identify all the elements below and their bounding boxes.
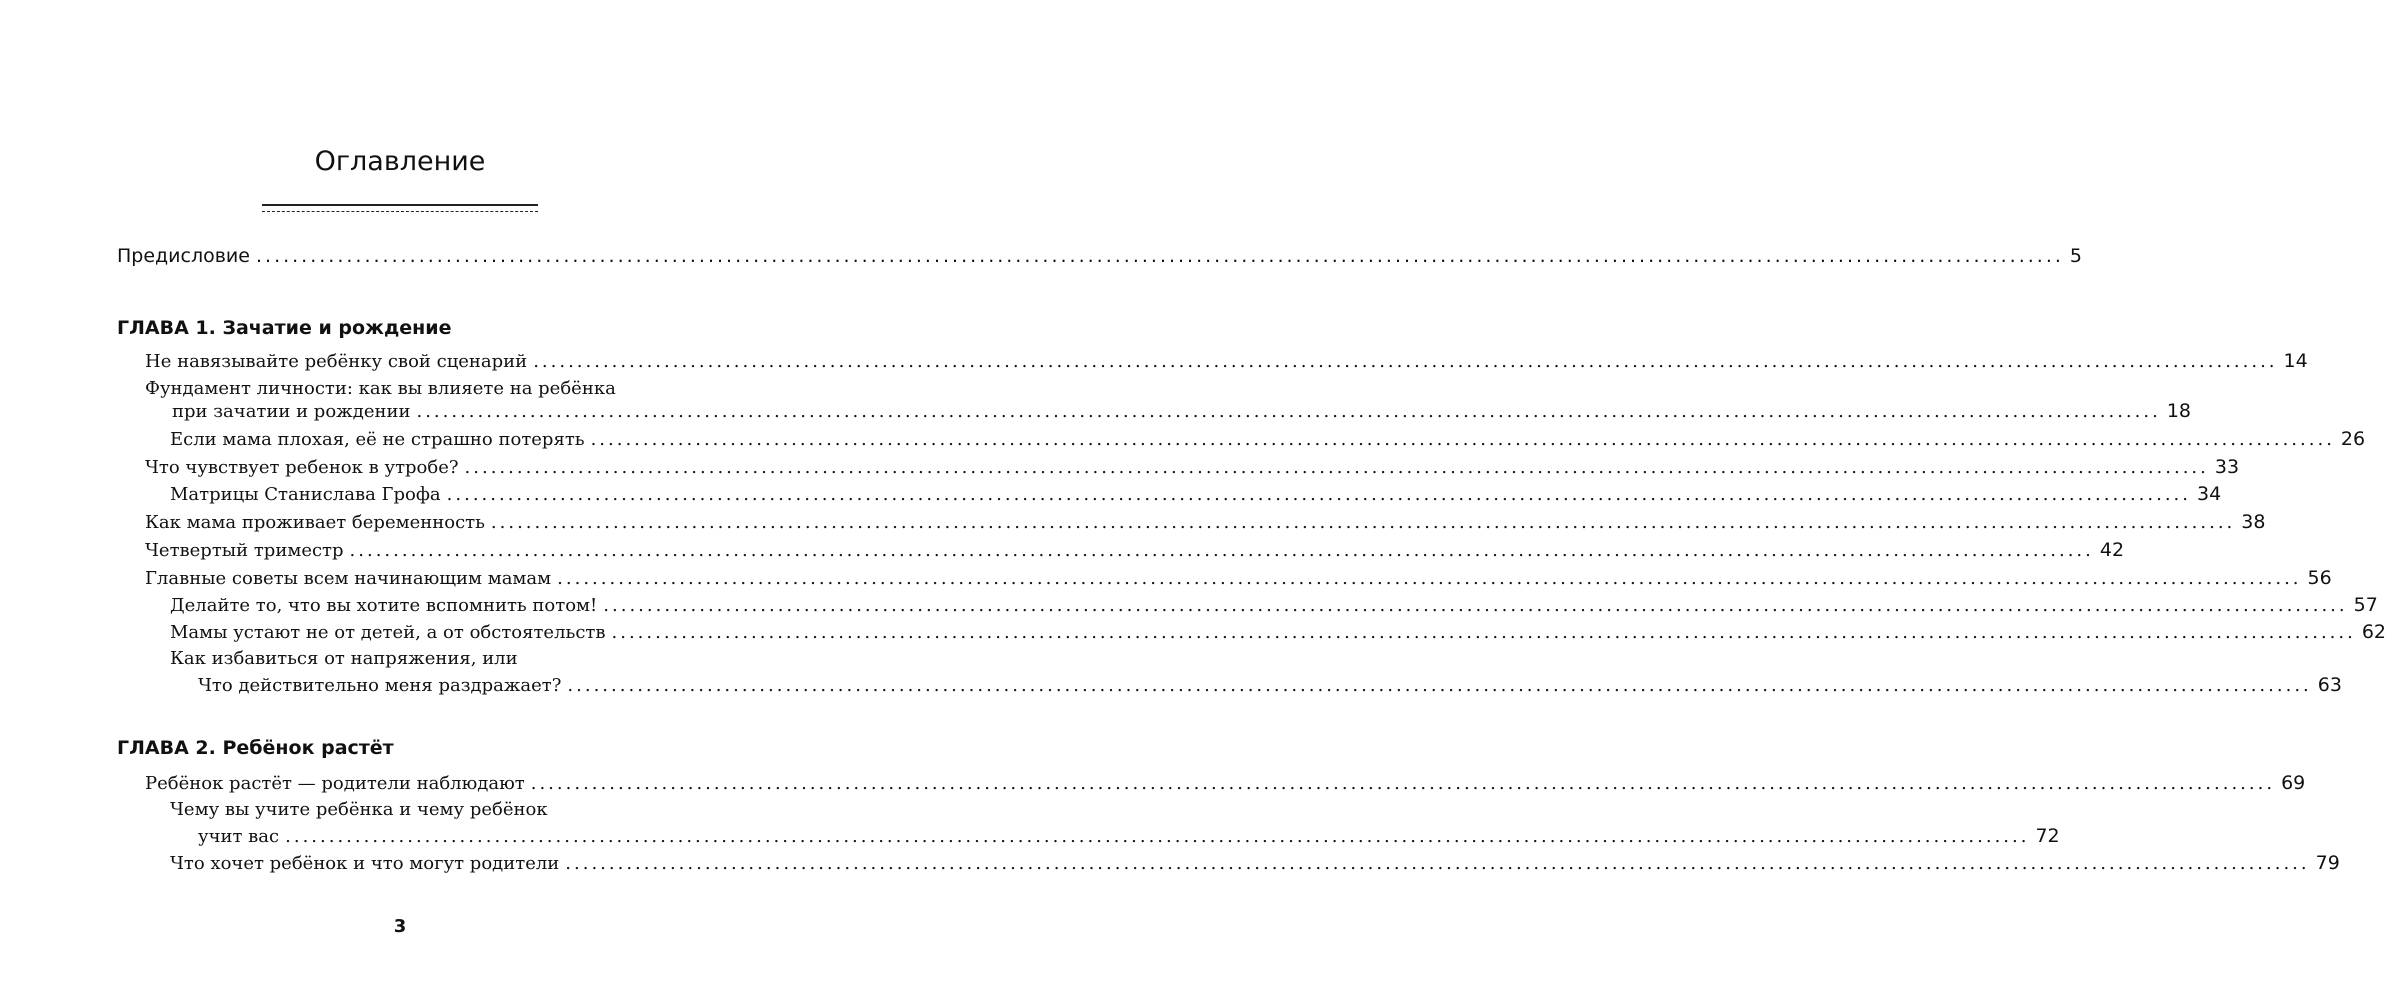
title-dashed-rule xyxy=(262,211,538,212)
toc-entry-title: Как мама проживает беременность xyxy=(145,512,485,533)
toc-page-number: 56 xyxy=(2307,567,2332,589)
toc-entry[interactable] xyxy=(145,350,2308,376)
toc-entry-title: Что хочет ребёнок и что могут родители xyxy=(170,853,560,874)
toc-entry[interactable] xyxy=(145,511,2266,537)
toc-entry[interactable] xyxy=(172,400,2191,426)
leader-dots: ........................................................................................................................................................................................................ xyxy=(490,512,2236,533)
toc-entry[interactable] xyxy=(145,456,2240,482)
toc-entry-title: при зачатии и рождении xyxy=(172,401,411,422)
leader-dots: ........................................................................................................................................................................................................ xyxy=(446,484,2191,505)
toc-entry-title: Если мама плохая, её не страшно потерять xyxy=(170,429,585,450)
toc-entry-title: Ребёнок растёт — родители наблюдают xyxy=(145,773,525,794)
toc-page-number: 42 xyxy=(2099,539,2125,561)
leader-dots: ........................................................................................................................................................................................................ xyxy=(611,622,2356,643)
toc-entry-title: Что действительно меня раздражает? xyxy=(198,675,562,696)
toc-entry[interactable] xyxy=(170,483,2222,509)
leader-dots: ........................................................................................................................................................................................................ xyxy=(416,401,2161,422)
toc-entry-title: Делайте то, что вы хотите вспомнить потом! xyxy=(170,595,598,616)
leader-dots: ........................................................................................................................................................................................................ xyxy=(533,351,2278,372)
toc-page-number: 33 xyxy=(2214,456,2240,478)
toc-entry-title: Четвертый триместр xyxy=(145,540,344,561)
toc-entry[interactable] xyxy=(170,594,2378,620)
toc-page-number: 62 xyxy=(2361,621,2386,643)
title-rule xyxy=(262,204,538,206)
toc-entry[interactable] xyxy=(170,621,2386,647)
toc-entry[interactable] xyxy=(198,825,2060,851)
leader-dots: ........................................................................................................................................................................................................ xyxy=(603,595,2348,616)
chapter-heading: ГЛАВА 2. Ребёнок растёт xyxy=(117,737,394,759)
toc-entry-line1[interactable]: Чему вы учите ребёнка и чему ребёнок xyxy=(170,799,548,820)
toc-entry-title: Не навязывайте ребёнку свой сценарий xyxy=(145,351,528,372)
toc-page-number: 18 xyxy=(2166,400,2191,422)
toc-page-number: 26 xyxy=(2340,428,2366,450)
toc-page-number: 38 xyxy=(2241,511,2266,533)
toc-page-number: 69 xyxy=(2281,772,2306,794)
leader-dots: ........................................................................................................................................................................................................ xyxy=(285,826,2030,847)
chapter-heading: ГЛАВА 1. Зачатие и рождение xyxy=(117,317,452,339)
toc-page-number: 14 xyxy=(2283,350,2308,372)
toc-page-number: 63 xyxy=(2317,674,2342,696)
toc-entry-title: Мамы устают не от детей, а от обстоятельств xyxy=(170,622,606,643)
toc-entry[interactable] xyxy=(145,539,2125,565)
leader-dots: ........................................................................................................................................................................................................ xyxy=(567,675,2312,696)
toc-entry[interactable] xyxy=(170,852,2340,878)
page-number: 3 xyxy=(393,916,407,937)
leader-dots: ........................................................................................................................................................................................................ xyxy=(565,853,2310,874)
toc-entry[interactable] xyxy=(170,428,2366,454)
leader-dots: ........................................................................................................................................................................................................ xyxy=(349,540,2094,561)
leader-dots: ........................................................................................................................................................................................................ xyxy=(530,773,2276,794)
toc-entry-preface[interactable] xyxy=(117,245,2082,271)
toc-page-number: 34 xyxy=(2197,483,2222,505)
toc-page-number: 72 xyxy=(2035,825,2060,847)
toc-entry-line1[interactable]: Фундамент личности: как вы влияете на ребёнка xyxy=(145,378,616,399)
toc-entry[interactable] xyxy=(145,567,2332,593)
leader-dots: ........................................................................................................................................................................................................ xyxy=(590,429,2335,450)
toc-page-number: 79 xyxy=(2315,852,2340,874)
toc-entry[interactable] xyxy=(198,674,2342,700)
toc-entry-title: учит вас xyxy=(198,826,280,847)
toc-page-number: 5 xyxy=(2069,245,2082,267)
leader-dots: ........................................................................................................................................................................................................ xyxy=(557,568,2302,589)
toc-page-number: 57 xyxy=(2353,594,2378,616)
leader-dots: ........................................................................................................................................................................................................ xyxy=(255,245,2064,267)
leader-dots: ........................................................................................................................................................................................................ xyxy=(464,457,2209,478)
toc-entry[interactable] xyxy=(145,772,2306,798)
toc-entry-title: Предисловие xyxy=(117,245,250,267)
toc-entry-title: Главные советы всем начинающим мамам xyxy=(145,568,552,589)
page-title: Оглавление xyxy=(314,146,486,177)
toc-entry-title: Матрицы Станислава Грофа xyxy=(170,484,441,505)
toc-entry-title: Что чувствует ребенок в утробе? xyxy=(145,457,459,478)
toc-entry-line1[interactable]: Как избавиться от напряжения, или xyxy=(170,648,518,669)
